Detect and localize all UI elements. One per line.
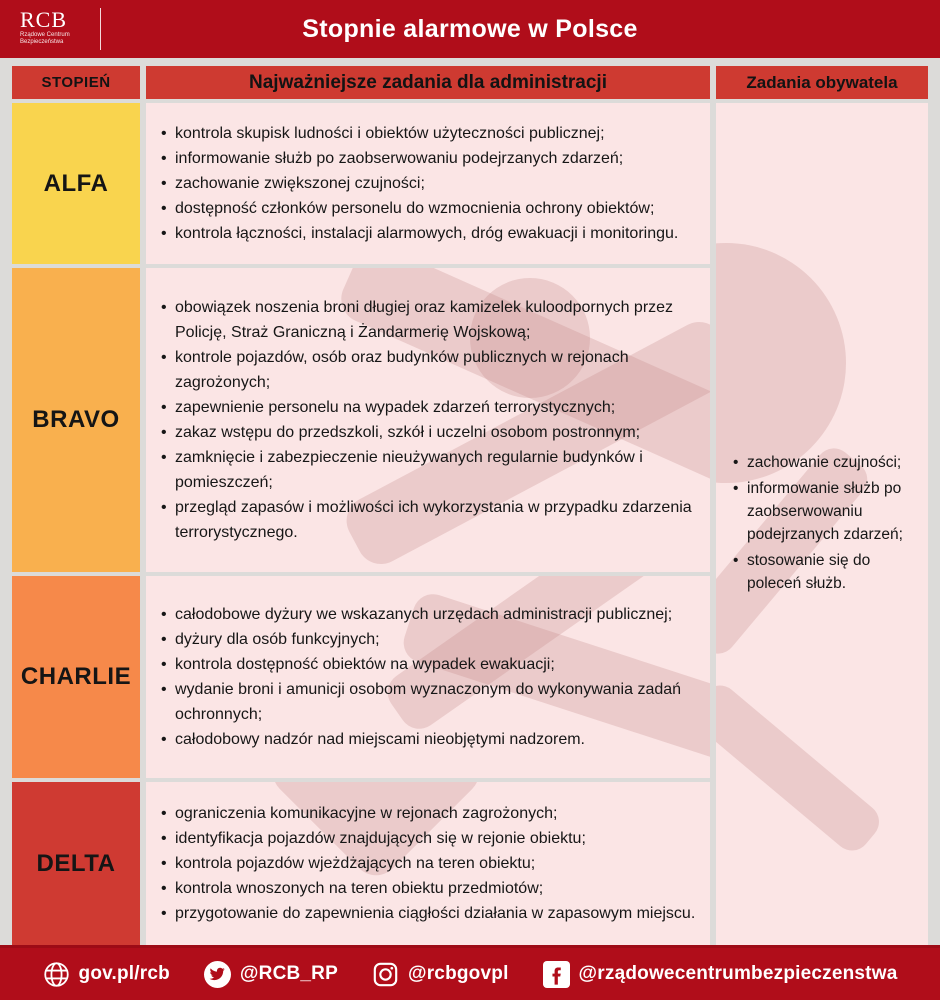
tasks-list-bravo bbox=[158, 295, 696, 545]
task-item: • kontrola skupisk ludności i obiektów użyteczności publicznej; bbox=[158, 121, 696, 146]
citizen-task-item: • informowanie służb po zaobserwowaniu podejrzanych zdarzeń; bbox=[730, 477, 916, 546]
column-header-citizen: Zadania obywatela bbox=[716, 66, 928, 99]
footer-link-label: @rządowecentrumbezpieczenstwa bbox=[578, 963, 898, 984]
task-item: • całodobowe dyżury we wskazanych urzędach administracji publicznej; bbox=[158, 602, 696, 627]
task-item: • zachowanie zwiększonej czujności; bbox=[158, 171, 696, 196]
level-cell-alfa: ALFA bbox=[12, 103, 140, 264]
task-item: • obowiązek noszenia broni długiej oraz kamizelek kuloodpornych przez Policję, Straż Graniczną i Żandarmerię Wojskową; bbox=[158, 295, 696, 345]
header-bar bbox=[0, 0, 940, 58]
task-item: • przygotowanie do zapewnienia ciągłości działania w zapasowym miejscu. bbox=[158, 901, 696, 926]
tasks-list-alfa bbox=[158, 121, 696, 246]
citizen-task-item: • zachowanie czujności; bbox=[730, 451, 916, 474]
rcb-logo-subtext-line1: Rządowe Centrum bbox=[20, 32, 70, 38]
column-level bbox=[12, 66, 140, 945]
column-citizen-tasks bbox=[716, 66, 928, 945]
tasks-cell-delta bbox=[146, 782, 710, 945]
page-title: Stopnie alarmowe w Polsce bbox=[302, 14, 638, 43]
task-item: • zamknięcie i zabezpieczenie nieużywanych regularnie budynków i pomieszczeń; bbox=[158, 445, 696, 495]
task-item: • identyfikacja pojazdów znajdujących się w rejonie obiektu; bbox=[158, 826, 696, 851]
tasks-list-delta bbox=[158, 801, 696, 926]
task-item: • zapewnienie personelu na wypadek zdarzeń terrorystycznych; bbox=[158, 395, 696, 420]
footer-link-twitter[interactable] bbox=[204, 961, 338, 988]
rcb-logo-text: RCB bbox=[20, 7, 68, 32]
twitter-icon bbox=[204, 961, 231, 988]
level-cell-bravo: BRAVO bbox=[12, 268, 140, 572]
globe-icon bbox=[43, 961, 70, 988]
instagram-icon bbox=[372, 961, 399, 988]
footer-link-govpl[interactable] bbox=[43, 961, 170, 988]
task-item: • informowanie służb po zaobserwowaniu podejrzanych zdarzeń; bbox=[158, 146, 696, 171]
task-item: • kontrola łączności, instalacji alarmowych, dróg ewakuacji i monitoringu. bbox=[158, 221, 696, 246]
citizen-task-item: • stosowanie się do poleceń służb. bbox=[730, 549, 916, 595]
citizen-tasks-list bbox=[730, 451, 916, 598]
task-item: • zakaz wstępu do przedszkoli, szkół i uczelni osobom postronnym; bbox=[158, 420, 696, 445]
task-item: • kontrole pojazdów, osób oraz budynków publicznych w rejonach zagrożonych; bbox=[158, 345, 696, 395]
task-item: • kontrola pojazdów wjeżdżających na teren obiektu; bbox=[158, 851, 696, 876]
footer-link-label: @RCB_RP bbox=[239, 963, 338, 984]
task-item: • kontrola wnoszonych na teren obiektu przedmiotów; bbox=[158, 876, 696, 901]
tasks-cell-bravo bbox=[146, 268, 710, 572]
task-item: • przegląd zapasów i możliwości ich wykorzystania w przypadku zdarzenia terrorystycznego. bbox=[158, 495, 696, 545]
tasks-cell-charlie bbox=[146, 576, 710, 778]
column-admin-tasks bbox=[146, 66, 710, 945]
task-item: • dyżury dla osób funkcyjnych; bbox=[158, 627, 696, 652]
watermark-shape bbox=[716, 678, 886, 858]
facebook-icon bbox=[543, 961, 570, 988]
column-header-admin: Najważniejsze zadania dla administracji bbox=[146, 66, 710, 99]
footer-bar bbox=[0, 945, 940, 1000]
level-cell-delta: DELTA bbox=[12, 782, 140, 945]
tasks-cell-alfa bbox=[146, 103, 710, 264]
citizen-tasks-cell bbox=[716, 103, 928, 945]
footer-link-facebook[interactable] bbox=[543, 961, 898, 988]
column-header-level: STOPIEŃ bbox=[12, 66, 140, 99]
task-item: • wydanie broni i amunicji osobom wyznaczonym do wykonywania zadań ochronnych; bbox=[158, 677, 696, 727]
task-item: • ograniczenia komunikacyjne w rejonach zagrożonych; bbox=[158, 801, 696, 826]
task-item: • całodobowy nadzór nad miejscami nieobjętymi nadzorem. bbox=[158, 727, 696, 752]
task-item: • kontrola dostępność obiektów na wypadek ewakuacji; bbox=[158, 652, 696, 677]
alert-levels-table bbox=[0, 58, 940, 945]
footer-link-instagram[interactable] bbox=[372, 961, 509, 988]
footer-link-label: gov.pl/rcb bbox=[78, 963, 170, 984]
watermark-shape bbox=[716, 243, 846, 483]
rcb-logo-subtext-line2: Bezpieczeństwa bbox=[20, 39, 64, 45]
task-item: • dostępność członków personelu do wzmocnienia ochrony obiektów; bbox=[158, 196, 696, 221]
footer-link-label: @rcbgovpl bbox=[407, 963, 509, 984]
level-cell-charlie: CHARLIE bbox=[12, 576, 140, 778]
tasks-list-charlie bbox=[158, 602, 696, 752]
